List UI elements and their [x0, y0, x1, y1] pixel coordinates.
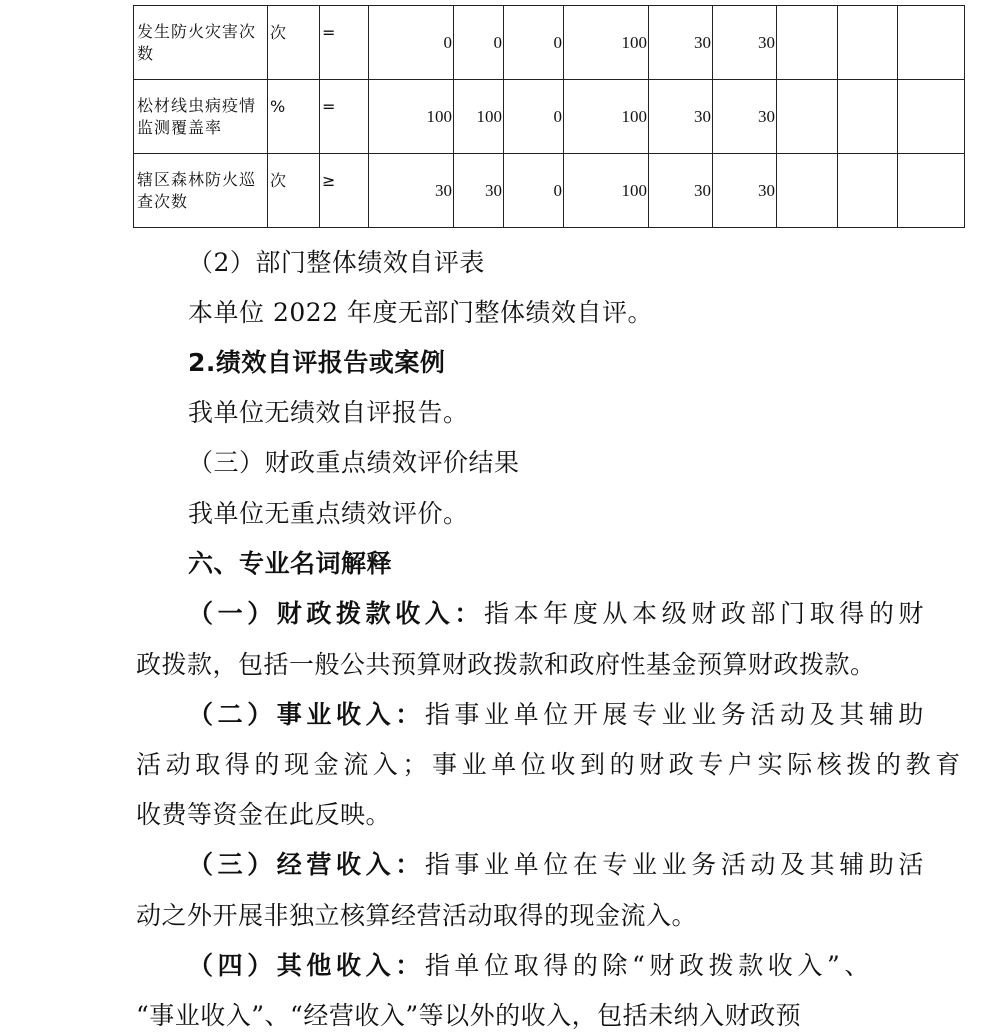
- table-row: [134, 80, 965, 154]
- value-cell: 30: [649, 6, 713, 80]
- value-cell: 0: [369, 6, 454, 80]
- value-cell: [898, 154, 965, 228]
- indicator-unit: %: [268, 80, 320, 154]
- term-text-line: 政拨款，包括一般公共预算财政拨款和政府性基金预算财政拨款。: [136, 650, 876, 679]
- indicator-operator: ≥: [320, 154, 369, 228]
- term-paragraph: [188, 599, 928, 629]
- indicator-name: 辖区森林防火巡查次数: [134, 154, 268, 228]
- indicator-unit: 次: [268, 6, 320, 80]
- value-cell: 30: [369, 154, 454, 228]
- term-text-line: 收费等资金在此反映。: [136, 800, 392, 829]
- value-cell: 0: [504, 80, 564, 154]
- section-heading-report: 2.绩效自评报告或案例: [188, 348, 446, 377]
- paragraph: 本单位 2022 年度无部门整体绩效自评。: [188, 298, 654, 327]
- value-cell: 30: [649, 80, 713, 154]
- value-cell: 100: [369, 80, 454, 154]
- value-cell: 30: [454, 154, 504, 228]
- term-label: （三）经营收入：: [188, 850, 425, 879]
- value-cell: [898, 6, 965, 80]
- value-cell: 30: [713, 80, 777, 154]
- paragraph: 我单位无绩效自评报告。: [188, 398, 469, 427]
- value-cell: 0: [454, 6, 504, 80]
- value-cell: [777, 6, 838, 80]
- value-cell: 30: [713, 154, 777, 228]
- indicator-operator: =: [320, 6, 369, 80]
- value-cell: 100: [564, 80, 649, 154]
- term-label: （四）其他收入：: [188, 951, 425, 980]
- term-text: 指单位取得的除“财政拨款收入”、: [424, 951, 874, 980]
- term-text: 指事业单位开展专业业务活动及其辅助: [424, 700, 929, 729]
- term-label: （二）事业收入：: [188, 700, 425, 729]
- term-text-line: “事业收入”、“经营收入”等以外的收入，包括未纳入财政预: [136, 1001, 802, 1030]
- section-heading-dept-self-eval: （2）部门整体绩效自评表: [188, 248, 485, 277]
- value-cell: [777, 154, 838, 228]
- table-row: [134, 154, 965, 228]
- term-paragraph: [188, 700, 928, 730]
- section-heading-glossary: 六、专业名词解释: [188, 549, 393, 578]
- value-cell: 30: [713, 6, 777, 80]
- value-cell: 100: [564, 154, 649, 228]
- term-text: 指事业单位在专业业务活动及其辅助活: [424, 850, 929, 879]
- term-label: （一）财政拨款收入：: [188, 599, 485, 628]
- value-cell: 100: [564, 6, 649, 80]
- value-cell: [838, 6, 898, 80]
- term-text-line: 动之外开展非独立核算经营活动取得的现金流入。: [136, 901, 698, 930]
- value-cell: [838, 154, 898, 228]
- value-cell: [777, 80, 838, 154]
- value-cell: [838, 80, 898, 154]
- indicator-name: 发生防火灾害次数: [134, 6, 268, 80]
- term-paragraph: [188, 850, 928, 880]
- term-paragraph: [188, 951, 874, 981]
- value-cell: 100: [454, 80, 504, 154]
- value-cell: 30: [649, 154, 713, 228]
- value-cell: 0: [504, 6, 564, 80]
- table-row: [134, 6, 965, 80]
- indicator-operator: =: [320, 80, 369, 154]
- term-text-line: 活动取得的现金流入；事业单位收到的财政专户实际核拨的教育: [136, 750, 965, 779]
- value-cell: [898, 80, 965, 154]
- indicator-unit: 次: [268, 154, 320, 228]
- value-cell: 0: [504, 154, 564, 228]
- performance-table: [133, 5, 965, 228]
- paragraph: 我单位无重点绩效评价。: [188, 499, 469, 528]
- indicator-name: 松材线虫病疫情监测覆盖率: [134, 80, 268, 154]
- term-text: 指本年度从本级财政部门取得的财: [484, 599, 929, 628]
- section-heading-key-eval: （三）财政重点绩效评价结果: [188, 448, 520, 477]
